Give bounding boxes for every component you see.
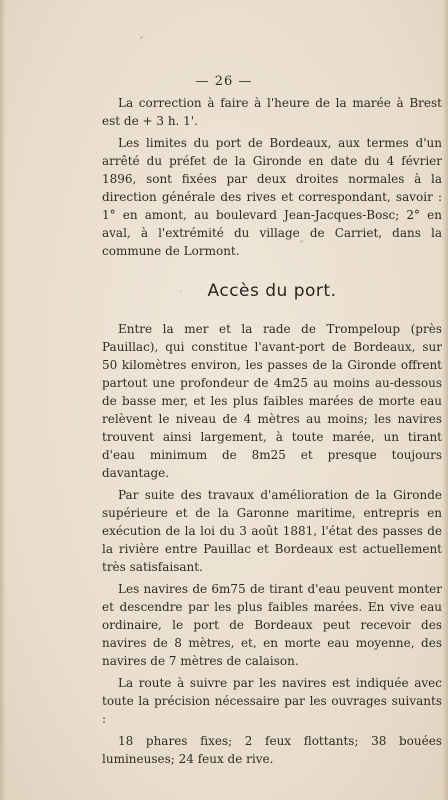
paragraph: La route à suivre par les navires est indiquée avec toute la précision nécessaire par les ouvrages suivants : (102, 676, 442, 726)
page-right-edge (442, 0, 448, 800)
paper-speck (140, 36, 143, 39)
section-heading: Accès du port. (207, 281, 337, 301)
paragraph: 18 phares fixes; 2 feux flottants; 38 bouées lumineuses; 24 feux de rive. (102, 734, 442, 766)
paragraph: Par suite des travaux d'amélioration de la Gironde supérieure et de la Garonne maritime, entrepris en exécution de la loi du 3 août 1881, l'état des passes de la rivière entre Pauillac et Bordeaux est actuellement très satisfaisant. (102, 488, 442, 574)
paragraph: La correction à faire à l'heure de la marée à Brest est de + 3 h. 1'. (102, 96, 442, 128)
paragraph: Les limites du port de Bordeaux, aux termes d'un arrêté du préfet de la Gironde en date du 4 février 1896, sont fixées par deux droites normales à la direction générale des rives et correspondant, savoir : 1° en amont, au boulevard Jean-Jacques-Bosc; 2° en aval, à l'extrémité du village de Carriet, dans la commune de Lormont. (102, 136, 442, 258)
page-left-edge (0, 0, 6, 800)
page-number: — 26 — (195, 74, 253, 89)
body-text (102, 94, 442, 772)
paragraph: Les navires de 6m75 de tirant d'eau peuvent monter et descendre par les plus faibles marées. En vive eau ordinaire, le port de Bordeaux peut recevoir des navires de 8 mètres, et, en morte eau moyenne, des navires de 7 mètres de calaison. (102, 582, 442, 668)
paragraph: Entre la mer et la rade de Trompeloup (près Pauillac), qui constitue l'avant-port de Bordeaux, sur 50 kilomètres environ, les passes de la Gironde offrent partout une profondeur de 4m25 au moins au-dessous de basse mer, et les plus faibles marées de morte eau relèvent le niveau de 4 mètres au moins; les navires trouvent ainsi largement, à toute marée, un tirant d'eau minimum de 8m25 et presque toujours davantage. (102, 322, 442, 480)
